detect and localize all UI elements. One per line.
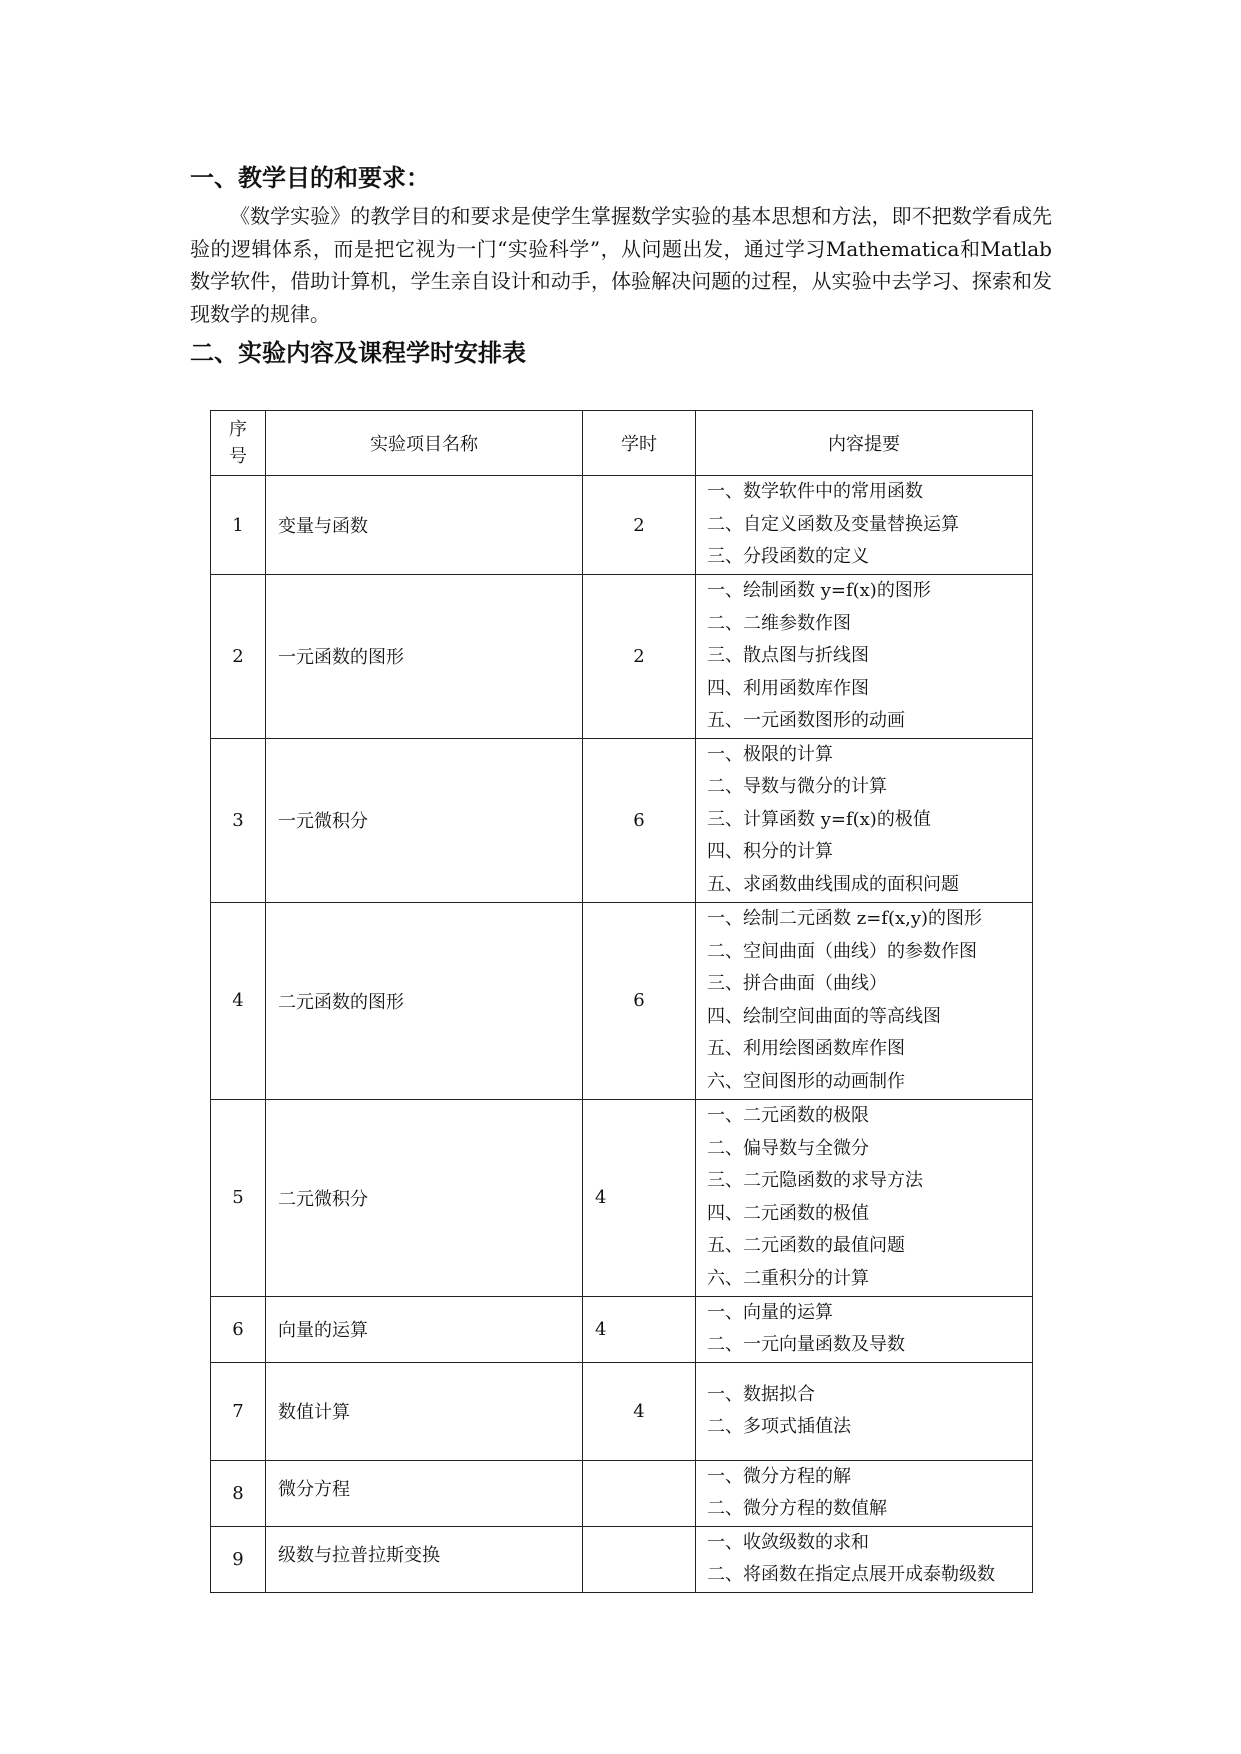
row-content: [696, 1526, 1033, 1592]
table-row: [211, 476, 1033, 575]
content-item: 六、空间图形的动画制作: [707, 1070, 905, 1092]
row-name: 微分方程: [266, 1460, 583, 1526]
table-header-row: [211, 411, 1033, 476]
row-content: [696, 1296, 1033, 1362]
row-content: [696, 1362, 1033, 1460]
header-name: 实验项目名称: [266, 411, 583, 476]
header-hours: 学时: [583, 411, 696, 476]
table-row: [211, 738, 1033, 902]
table-row: [211, 1526, 1033, 1592]
content-item: 一、极限的计算: [707, 743, 833, 765]
table-row: [211, 902, 1033, 1099]
row-name: 向量的运算: [266, 1296, 583, 1362]
row-hours: 2: [583, 575, 696, 739]
content-item: 二、偏导数与全微分: [707, 1137, 869, 1159]
content-item: 三、二元隐函数的求导方法: [707, 1170, 923, 1191]
content-item: 二、微分方程的数值解: [707, 1498, 887, 1519]
content-item: 四、绘制空间曲面的等高线图: [707, 1005, 941, 1027]
content-item: 二、多项式插值法: [707, 1416, 851, 1437]
intro-paragraph: 《数学实验》的教学目的和要求是使学生掌握数学实验的基本思想和方法，即不把数学看成先验的逻辑体系，而是把它视为一门“实验科学”，从问题出发，通过学习Mathematica和Matlab数学软件，借助计算机，学生亲自设计和动手，体验解决问题的过程，从实验中去学习、探索和发现数学的规律。: [190, 204, 1052, 326]
row-hours: [583, 1460, 696, 1526]
row-name: 一元函数的图形: [266, 575, 583, 739]
content-item: 三、拼合曲面（曲线）: [707, 973, 887, 994]
table-row: [211, 575, 1033, 739]
row-number: 6: [211, 1296, 266, 1362]
content-item: 五、利用绘图函数库作图: [707, 1038, 905, 1059]
row-content: [696, 1460, 1033, 1526]
table-row: [211, 1099, 1033, 1296]
row-content: [696, 902, 1033, 1099]
section-heading-objectives: 一、教学目的和要求：: [190, 164, 430, 192]
content-item: 二、导数与微分的计算: [707, 776, 887, 798]
content-item: 四、积分的计算: [707, 841, 833, 863]
header-number-line2: 号: [229, 446, 247, 467]
row-hours: 4: [583, 1296, 696, 1362]
content-item: 三、计算函数 y=f(x)的极值: [707, 808, 931, 830]
row-number: 2: [211, 575, 266, 739]
content-item: 二、二维参数作图: [707, 612, 851, 634]
content-item: 五、求函数曲线围成的面积问题: [707, 873, 959, 895]
content-item: 二、自定义函数及变量替换运算: [707, 513, 959, 535]
row-number: 8: [211, 1460, 266, 1526]
header-number-line1: 序: [229, 419, 247, 440]
row-hours: 6: [583, 902, 696, 1099]
content-item: 一、二元函数的极限: [707, 1105, 869, 1126]
row-name: 变量与函数: [266, 476, 583, 575]
row-content: [696, 738, 1033, 902]
row-name: 级数与拉普拉斯变换: [266, 1526, 583, 1592]
content-item: 四、二元函数的极值: [707, 1202, 869, 1224]
row-hours: [583, 1526, 696, 1592]
content-item: 四、利用函数库作图: [707, 677, 869, 699]
table-row: [211, 1460, 1033, 1526]
row-number: 5: [211, 1099, 266, 1296]
content-item: 二、将函数在指定点展开成泰勒级数: [707, 1564, 995, 1585]
row-name: 二元微积分: [266, 1099, 583, 1296]
content-item: 三、分段函数的定义: [707, 546, 869, 568]
content-item: 二、空间曲面（曲线）的参数作图: [707, 940, 977, 962]
content-item: 五、一元函数图形的动画: [707, 710, 905, 731]
row-number: 3: [211, 738, 266, 902]
content-item: 一、数学软件中的常用函数: [707, 481, 923, 503]
section-heading-schedule: 二、实验内容及课程学时安排表: [190, 339, 526, 367]
content-item: 六、二重积分的计算: [707, 1267, 869, 1289]
content-item: 二、一元向量函数及导数: [707, 1334, 905, 1355]
content-item: 一、绘制函数 y=f(x)的图形: [707, 580, 931, 601]
row-hours: 4: [583, 1099, 696, 1296]
table-row: [211, 1362, 1033, 1460]
content-item: 一、收敛级数的求和: [707, 1531, 869, 1553]
row-number: 9: [211, 1526, 266, 1592]
content-item: 一、数据拟合: [707, 1383, 815, 1405]
header-content: 内容提要: [696, 411, 1033, 476]
header-number: [211, 411, 266, 476]
row-hours: 2: [583, 476, 696, 575]
content-item: 三、散点图与折线图: [707, 645, 869, 666]
row-content: [696, 476, 1033, 575]
schedule-table: [210, 410, 1033, 1593]
content-item: 一、微分方程的解: [707, 1465, 851, 1487]
row-hours: 4: [583, 1362, 696, 1460]
row-name: 一元微积分: [266, 738, 583, 902]
row-content: [696, 1099, 1033, 1296]
content-item: 一、绘制二元函数 z=f(x,y)的图形: [707, 908, 983, 929]
row-name: 数值计算: [266, 1362, 583, 1460]
row-number: 7: [211, 1362, 266, 1460]
table-row: [211, 1296, 1033, 1362]
row-hours: 6: [583, 738, 696, 902]
content-item: 一、向量的运算: [707, 1301, 833, 1323]
content-item: 五、二元函数的最值问题: [707, 1235, 905, 1256]
row-number: 1: [211, 476, 266, 575]
row-number: 4: [211, 902, 266, 1099]
row-content: [696, 575, 1033, 739]
row-name: 二元函数的图形: [266, 902, 583, 1099]
